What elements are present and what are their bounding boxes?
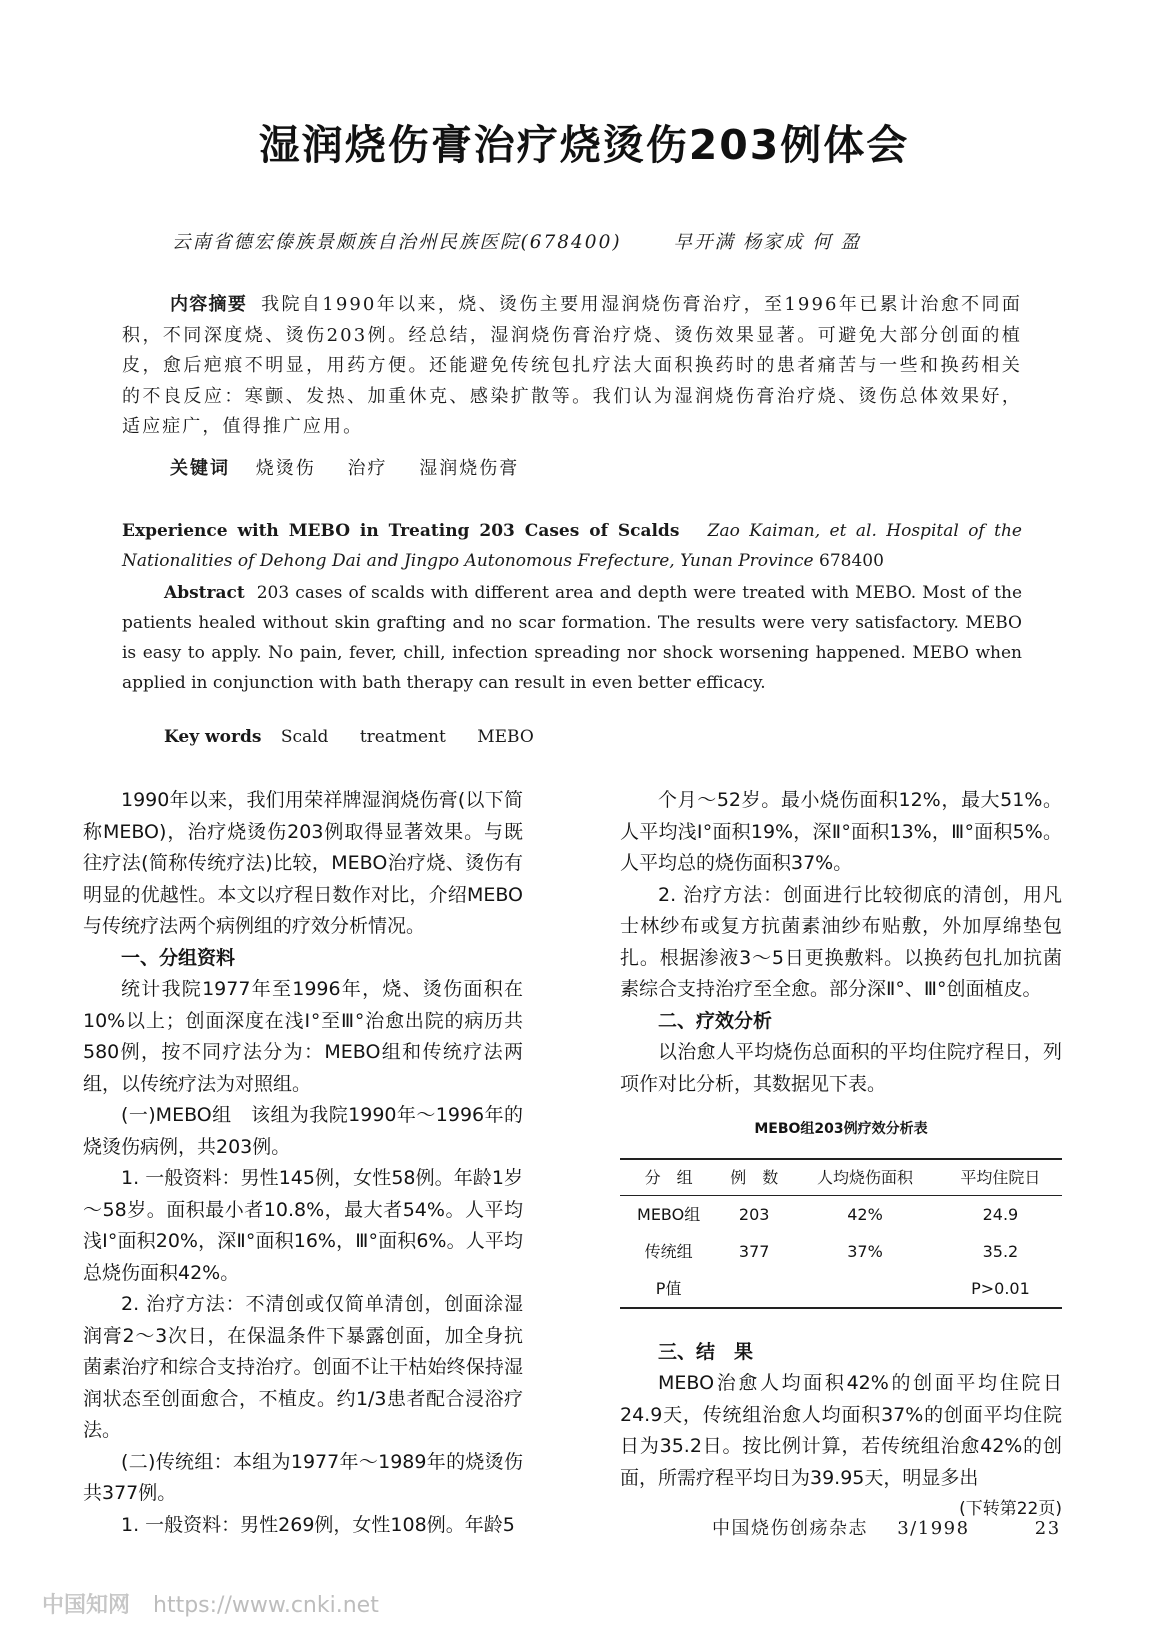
keyword-cn: 烧烫伤 <box>255 458 316 479</box>
paragraph: 1. 一般资料：男性145例，女性58例。年龄1岁～58岁。面积最小者10.8%，最大者54%。人平均浅Ⅰ°面积20%，深Ⅱ°面积16%，Ⅲ°面积6%。人平均总烧伤面积42%。 <box>83 1167 523 1284</box>
paragraph: 统计我院1977年至1996年，烧、烫伤面积在10%以上；创面深度在浅Ⅰ°至Ⅲ°治愈出院的病历共580例，按不同疗法分为：MEBO组和传统疗法两组，以传统疗法为对照组。 <box>83 978 523 1095</box>
table-cell: 35.2 <box>982 1241 1019 1261</box>
keywords-en <box>164 727 560 747</box>
results-table <box>620 1158 1062 1309</box>
paragraph: 2. 治疗方法：创面进行比较彻底的清创，用凡士林纱布或复方抗菌素油纱布贴敷，外加厚绵垫包扎。根据渗液3～5日更换敷料。以换药包扎加抗菌素综合支持治疗至全愈。部分深Ⅱ°、Ⅲ°创面植皮。 <box>620 883 1062 1000</box>
table-cell: MEBO组 <box>637 1204 701 1224</box>
paper-title: 湿润烧伤膏治疗烧烫伤203例体会 <box>258 121 910 169</box>
table-cell: P>0.01 <box>971 1278 1030 1298</box>
table-row <box>620 1195 1062 1233</box>
affiliation-line <box>172 228 861 254</box>
keyword-en: treatment <box>359 727 446 747</box>
body-column-left <box>83 785 523 1541</box>
watermark-url: https://www.cnki.net <box>153 1593 379 1618</box>
continuation-note: (下转第22页) <box>959 1499 1062 1519</box>
paragraph: MEBO治愈人均面积42%的创面平均住院日24.9天，传统组治愈人均面积37%的创面平均住院日为35.2日。按比例计算，若传统组治愈42%的创面，所需疗程平均日为39.95天，明显多出 <box>620 1372 1062 1489</box>
paragraph: 1. 一般资料：男性269例，女性108例。年龄5 <box>121 1513 515 1536</box>
english-title: Experience with MEBO in Treating 203 Cases of Scalds <box>122 521 680 541</box>
watermark-logo-text: 中国知网 <box>42 1593 131 1618</box>
table-cell: 377 <box>738 1241 770 1261</box>
table-cell: 37% <box>847 1241 883 1261</box>
table-row <box>620 1270 1062 1308</box>
keyword-en: Scald <box>280 727 329 747</box>
table-cell: P值 <box>655 1278 682 1298</box>
section-heading: 二、疗效分析 <box>658 1009 773 1032</box>
keyword-cn: 治疗 <box>347 458 388 479</box>
paragraph: 以治愈人平均烧伤总面积的平均住院疗程日，列项作对比分析，其数据见下表。 <box>620 1041 1062 1095</box>
keyword-cn: 湿润烧伤膏 <box>419 458 520 479</box>
abstract-label-en: Abstract <box>164 583 245 603</box>
table-cell: 42% <box>847 1204 883 1224</box>
page-number: 23 <box>1034 1518 1061 1539</box>
table-cell <box>717 1270 791 1308</box>
abstract-text-cn: 我院自1990年以来，烧、烫伤主要用湿润烧伤膏治疗，至1996年已累计治愈不同面积，不同深度烧、烫伤203例。经总结，湿润烧伤膏治疗烧、烫伤效果显著。可避免大部分创面的植皮，愈后疤痕不明显，用药方便。还能避免传统包扎疗法大面积换药时的患者痛苦与一些和换药相关的不良反应：寒颤、发热、加重休克、感染扩散等。我们认为湿润烧伤膏治疗烧、烫伤总体效果好，适应症广，值得推广应用。 <box>122 294 1022 437</box>
keywords-label-cn: 关键词 <box>170 458 230 479</box>
table-header-cell: 分 组 <box>620 1159 717 1196</box>
chinese-abstract <box>122 290 1022 443</box>
table-cell <box>791 1270 939 1308</box>
section-heading: 三、结 果 <box>658 1340 754 1363</box>
abstract-label-cn: 内容摘要 <box>170 294 248 315</box>
affiliation: 云南省德宏傣族景颇族自治州民族医院(678400) <box>172 232 622 253</box>
page-footer <box>712 1514 1061 1540</box>
english-zip: 678400 <box>819 551 884 571</box>
abstract-text-en: 203 cases of scalds with different area and depth were treated with MEBO. Most of the patients healed without skin grafting and no scar formation. The results were very satisfactory. MEBO is easy to apply. No pain, fever, chill, infection spreading nor shock worsening happened. MEBO when applied in conjunction with bath therapy can result in even better efficacy. <box>122 583 1022 693</box>
paragraph: (一)MEBO组 该组为我院1990年～1996年的烧烫伤病例，共203例。 <box>83 1104 523 1158</box>
table-header-row <box>620 1159 1062 1196</box>
english-author-affiliation: Zao Kaiman, et al. Hospital of the Nationalities of Dehong Dai and Jingpo Autonomous Frefecture, Yunan Province <box>122 521 1022 571</box>
table-cell: 203 <box>738 1204 770 1224</box>
english-title-block <box>122 516 1022 576</box>
authors: 早开满 杨家成 何 盈 <box>673 232 862 253</box>
keyword-en: MEBO <box>477 727 534 747</box>
cnki-watermark <box>42 1588 379 1619</box>
table-header-cell: 人均烧伤面积 <box>791 1159 939 1196</box>
table-title: MEBO组203例疗效分析表 <box>754 1121 928 1137</box>
keywords-cn <box>170 454 543 480</box>
table-cell: 24.9 <box>982 1204 1019 1224</box>
paragraph: (二)传统组：本组为1977年～1989年的烧烫伤共377例。 <box>83 1450 523 1504</box>
journal-name: 中国烧伤创疡杂志 <box>712 1518 868 1539</box>
paragraph: 2. 治疗方法：不清创或仅简单清创，创面涂湿润膏2～3次日，在保温条件下暴露创面，加全身抗菌素治疗和综合支持治疗。创面不让干枯始终保持湿润状态至创面愈合，不植皮。约1/3患者配合浸浴疗法。 <box>83 1293 523 1441</box>
journal-issue: 3/1998 <box>897 1518 970 1539</box>
paragraph: 个月～52岁。最小烧伤面积12%，最大51%。人平均浅Ⅰ°面积19%，深Ⅱ°面积13%，Ⅲ°面积5%。人平均总的烧伤面积37%。 <box>620 789 1062 874</box>
paragraph: 1990年以来，我们用荣祥牌湿润烧伤膏(以下简称MEBO)，治疗烧烫伤203例取得显著效果。与既往疗法(简称传统疗法)比较，MEBO治疗烧、烫伤有明显的优越性。本文以疗程日数作对比，介绍MEBO与传统疗法两个病例组的疗效分析情况。 <box>83 789 523 937</box>
table-cell: 传统组 <box>644 1241 693 1261</box>
table-row <box>620 1233 1062 1270</box>
section-heading: 一、分组资料 <box>121 946 236 969</box>
keywords-label-en: Key words <box>164 727 262 747</box>
table-header-cell: 平均住院日 <box>939 1159 1062 1196</box>
table-header-cell: 例 数 <box>717 1159 791 1196</box>
english-abstract <box>122 578 1022 698</box>
body-column-right <box>620 785 1062 1526</box>
